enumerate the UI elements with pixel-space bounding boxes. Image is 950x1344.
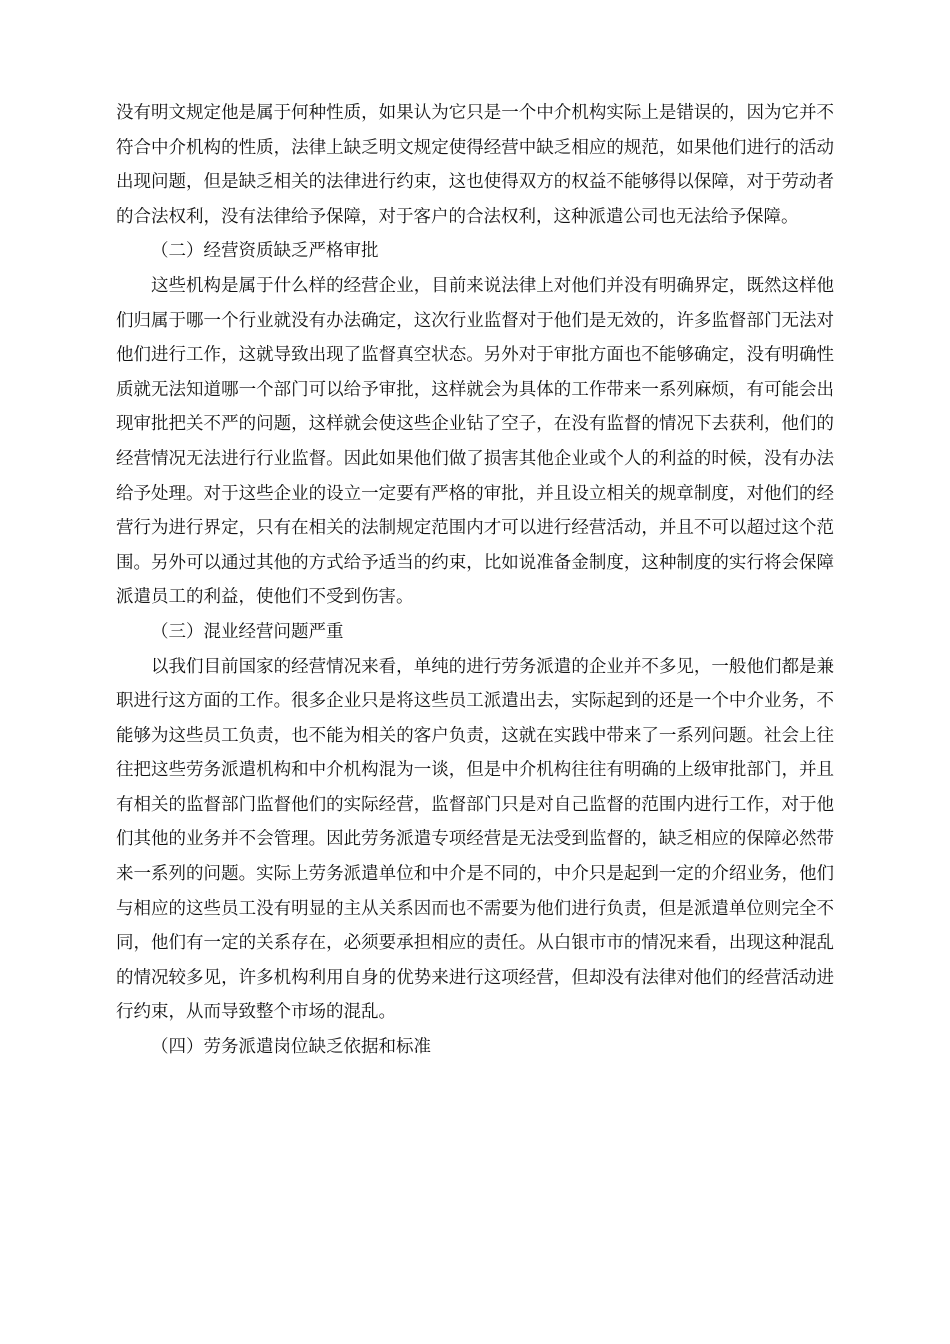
section-heading-3: （三）混业经营问题严重 bbox=[151, 621, 344, 642]
body-paragraph-2: 这些机构是属于什么样的经营企业，目前来说法律上对他们并没有明确界定，既然这样他们归属于哪一个行业就没有办法确定，这次行业监督对于他们是无效的，许多监督部门无法对他们进行工作，这就导致出现了监督真空状态。另外对于审批方面也不能够确定，没有明确性质就无法知道哪一个部门可以给予审批，这样就会为具体的工作带来一系列麻烦，有可能会出现审批把关不严的问题，这样就会使这些企业钻了空子，在没有监督的情况下去获利，他们的经营情况无法进行行业监督。因此如果他们做了损害其他企业或个人的利益的时候，没有办法给予处理。对于这些企业的设立一定要有严格的审批，并且设立相关的规章制度，对他们的经营行为进行界定，只有在相关的法制规定范围内才可以进行经营活动，并且不可以超过这个范围。另外可以通过其他的方式给予适当的约束，比如说准备金制度，这种制度的实行将会保障派遣员工的利益，使他们不受到伤害。 bbox=[116, 275, 834, 608]
section-heading-4: （四）劳务派遣岗位缺乏依据和标准 bbox=[151, 1037, 431, 1058]
section-heading-2: （二）经营资质缺乏严格审批 bbox=[151, 241, 379, 262]
body-paragraph-1: 没有明文规定他是属于何种性质，如果认为它只是一个中介机构实际上是错误的，因为它并不符合中介机构的性质，法律上缺乏明文规定使得经营中缺乏相应的规范，如果他们进行的活动出现问题，但是缺乏相关的法律进行约束，这也使得双方的权益不能够得以保障，对于劳动者的合法权利，没有法律给予保障，对于客户的合法权利，这种派遣公司也无法给予保障。 bbox=[116, 103, 834, 227]
body-paragraph-3: 以我们目前国家的经营情况来看，单纯的进行劳务派遣的企业并不多见，一般他们都是兼职进行这方面的工作。很多企业只是将这些员工派遣出去，实际起到的还是一个中介业务，不能够为这些员工负责，也不能为相关的客户负责，这就在实践中带来了一系列问题。社会上往往把这些劳务派遣机构和中介机构混为一谈，但是中介机构往往有明确的上级审批部门，并且有相关的监督部门监督他们的实际经营，监督部门只是对自己监督的范围内进行工作，对于他们其他的业务并不会管理。因此劳务派遣专项经营是无法受到监督的，缺乏相应的保障必然带来一系列的问题。实际上劳务派遣单位和中介是不同的，中介只是起到一定的介绍业务，他们与相应的这些员工没有明显的主从关系因而也不需要为他们进行负责，但是派遣单位则完全不同，他们有一定的关系存在，必须要承担相应的责任。从白银市市的情况来看，出现这种混乱的情况较多见，许多机构利用自身的优势来进行这项经营，但却没有法律对他们的经营活动进行约束，从而导致整个市场的混乱。 bbox=[116, 656, 834, 1023]
document-page bbox=[116, 96, 834, 1065]
